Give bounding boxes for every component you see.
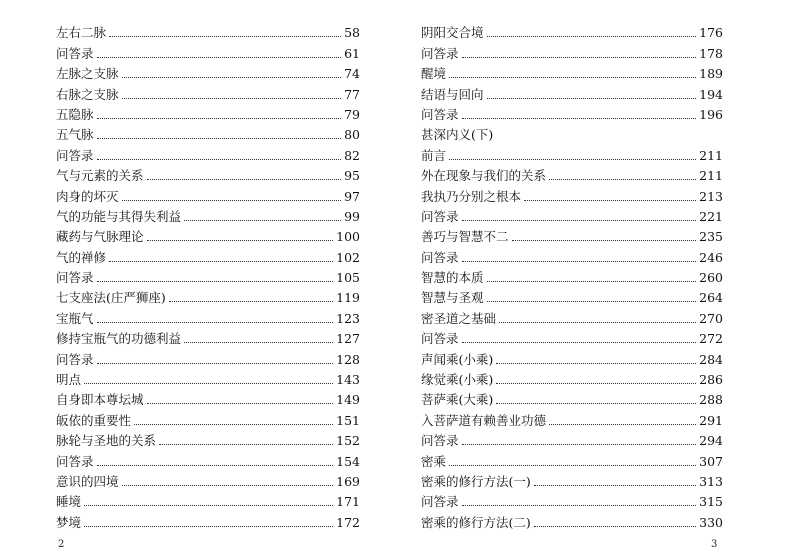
toc-entry-title: 密乘的修行方法(一) [421,473,531,489]
toc-entry [56,429,360,449]
toc-entry-page-number: 291 [699,412,723,428]
dot-leader [462,505,697,506]
toc-entry-page-number: 149 [336,392,360,408]
toc-entry-page-number: 196 [699,106,723,122]
toc-entry-page-number: 211 [699,168,723,184]
dot-leader [109,36,341,37]
toc-entry-title: 密圣道之基础 [421,310,497,326]
toc-entry-title: 醒境 [421,66,447,82]
toc-entry-title: 结语与回向 [421,86,484,102]
dot-leader [512,240,697,241]
dot-leader [122,200,341,201]
toc-entry-title: 右脉之支脉 [56,86,119,102]
toc-entry-page-number: 100 [336,229,360,245]
dot-leader [97,57,341,58]
toc-entry-title: 问答录 [421,106,459,122]
dot-leader [147,240,334,241]
toc-entry [56,510,360,530]
toc-left-column [56,21,360,531]
toc-entry [421,429,723,449]
toc-entry-title: 问答录 [56,147,94,163]
toc-entry-title: 自身即本尊坛城 [56,392,144,408]
toc-entry [421,21,723,41]
toc-entry-page-number: 80 [344,127,360,143]
dot-leader [487,301,697,302]
toc-entry-page-number: 272 [699,331,723,347]
toc-entry-page-number: 286 [699,372,723,388]
toc-entry [421,143,723,163]
dot-leader [97,138,341,139]
dot-leader [462,57,697,58]
toc-entry [56,449,360,469]
toc-entry [56,388,360,408]
toc-entry-title: 修持宝瓶气的功德利益 [56,331,182,347]
toc-entry-title: 问答录 [56,453,94,469]
toc-entry [56,205,360,225]
toc-entry [421,286,723,306]
toc-entry-title: 问答录 [421,208,459,224]
dot-leader [97,159,341,160]
toc-entry-page-number: 82 [344,147,360,163]
toc-entry-page-number: 178 [699,45,723,61]
toc-entry [421,449,723,469]
toc-entry-title: 左脉之支脉 [56,66,119,82]
toc-entry [421,510,723,530]
toc-entry [56,82,360,102]
toc-entry-page-number: 313 [699,473,723,489]
dot-leader [84,505,333,506]
toc-entry-page-number: 123 [336,310,360,326]
dot-leader [449,465,696,466]
toc-entry-page-number: 102 [336,249,360,265]
toc-entry-page-number: 79 [344,106,360,122]
toc-entry [56,21,360,41]
toc-entry-title: 问答录 [421,331,459,347]
dot-leader [549,179,696,180]
dot-leader [184,220,341,221]
dot-leader [122,485,334,486]
toc-entry-title: 七支座法(庄严狮座) [56,290,166,306]
toc-entry [421,408,723,428]
toc-entry [421,225,723,245]
toc-entry [56,143,360,163]
toc-entry-title: 善巧与智慧不二 [421,229,509,245]
toc-entry-page-number: 330 [699,514,723,530]
toc-entry [56,470,360,490]
toc-entry-title: 问答录 [56,270,94,286]
toc-entry-page-number: 58 [344,25,360,41]
toc-entry [421,266,723,286]
dot-leader [147,403,334,404]
toc-entry-page-number: 213 [699,188,723,204]
toc-entry-title: 智慧的本质 [421,270,484,286]
toc-entry-title: 意识的四境 [56,473,119,489]
toc-entry-title: 五隐脉 [56,106,94,122]
toc-entry [421,41,723,61]
toc-entry-title: 气的禅修 [56,249,107,265]
toc-entry-page-number: 119 [336,290,360,306]
toc-entry [421,82,723,102]
toc-entry [56,62,360,82]
dot-leader [97,465,334,466]
toc-entry [421,62,723,82]
toc-entry-title: 问答录 [421,45,459,61]
dot-leader [499,322,696,323]
dot-leader [549,424,696,425]
toc-entry [56,327,360,347]
toc-entry-title: 问答录 [421,433,459,449]
toc-entry [56,123,360,143]
toc-entry-page-number: 194 [699,86,723,102]
toc-entry-title: 入菩萨道有赖善业功德 [421,412,547,428]
toc-entry-page-number: 171 [336,494,360,510]
toc-entry-title: 宝瓶气 [56,310,94,326]
toc-entry [56,408,360,428]
dot-leader [84,526,333,527]
toc-entry-page-number: 246 [699,249,723,265]
toc-entry [421,388,723,408]
toc-entry-page-number: 95 [344,168,360,184]
toc-entry-title: 气与元素的关系 [56,168,144,184]
toc-entry-page-number: 128 [336,351,360,367]
toc-entry-page-number: 105 [336,270,360,286]
toc-entry-page-number: 294 [699,433,723,449]
toc-entry-page-number: 169 [336,473,360,489]
toc-entry-page-number: 284 [699,351,723,367]
toc-entry [421,347,723,367]
toc-entry-title: 梦境 [56,514,82,530]
toc-entry [56,490,360,510]
toc-entry [56,103,360,123]
dot-leader [534,485,696,486]
toc-entry-page-number: 189 [699,66,723,82]
dot-leader [487,36,697,37]
dot-leader [109,261,333,262]
toc-entry-title: 智慧与圣观 [421,290,484,306]
toc-entry-page-number: 151 [336,412,360,428]
toc-entry [56,41,360,61]
toc-entry-page-number: 288 [699,392,723,408]
toc-entry [421,103,723,123]
toc-entry-title: 五气脉 [56,127,94,143]
toc-right-column [421,21,723,531]
toc-entry-page-number: 260 [699,270,723,286]
toc-entry [56,245,360,265]
toc-entry-page-number: 143 [336,372,360,388]
dot-leader [97,281,334,282]
toc-entry-page-number: 152 [336,433,360,449]
toc-entry-title: 肉身的坏灭 [56,188,119,204]
toc-entry-title: 左右二脉 [56,25,107,41]
toc-entry-page-number: 61 [344,45,360,61]
toc-entry-page-number: 127 [336,331,360,347]
toc-entry [56,266,360,286]
toc-entry-title: 菩萨乘(大乘) [421,392,494,408]
dot-leader [534,526,696,527]
dot-leader [122,77,341,78]
toc-entry-title: 密乘 [421,453,447,469]
toc-entry-title: 明点 [56,372,82,388]
toc-entry-title: 问答录 [421,494,459,510]
toc-entry [56,164,360,184]
toc-entry [421,205,723,225]
toc-entry-title: 甚深内义(下) [421,127,494,143]
dot-leader [84,383,333,384]
toc-entry-title: 阴阳交合境 [421,25,484,41]
toc-entry-title: 脉轮与圣地的关系 [56,433,157,449]
dot-leader [462,118,697,119]
dot-leader [462,220,697,221]
dot-leader [169,301,333,302]
toc-entry-title: 缘觉乘(小乘) [421,372,494,388]
dot-leader [462,444,697,445]
toc-entry-page-number: 97 [344,188,360,204]
toc-entry-title: 皈依的重要性 [56,412,132,428]
dot-leader [97,322,334,323]
dot-leader [496,383,696,384]
dot-leader [487,98,697,99]
toc-entry [56,368,360,388]
toc-entry-title: 外在现象与我们的关系 [421,168,547,184]
toc-entry-page-number: 315 [699,494,723,510]
toc-entry-title: 气的功能与其得失利益 [56,208,182,224]
dot-leader [147,179,341,180]
toc-entry-title: 前言 [421,147,447,163]
toc-entry [56,347,360,367]
toc-entry [421,368,723,388]
toc-entry [56,184,360,204]
toc-entry-page-number: 77 [344,86,360,102]
dot-leader [159,444,333,445]
toc-entry-page-number: 307 [699,453,723,469]
toc-entry-title: 问答录 [421,249,459,265]
toc-entry-title: 睡境 [56,494,82,510]
toc-entry-page-number: 154 [336,453,360,469]
toc-entry [421,327,723,347]
toc-section-heading [421,123,723,143]
toc-entry-title: 密乘的修行方法(二) [421,514,531,530]
toc-entry [421,245,723,265]
page-number-right: 3 [711,539,718,550]
toc-entry [56,306,360,326]
toc-entry-title: 问答录 [56,45,94,61]
dot-leader [524,200,696,201]
toc-entry [421,470,723,490]
toc-entry-page-number: 270 [699,310,723,326]
dot-leader [462,261,697,262]
dot-leader [184,342,333,343]
dot-leader [487,281,697,282]
dot-leader [134,424,333,425]
dot-leader [97,363,334,364]
page-number-left: 2 [58,539,65,550]
toc-entry [56,286,360,306]
toc-entry-page-number: 235 [699,229,723,245]
dot-leader [449,77,696,78]
toc-entry [421,490,723,510]
toc-entry-page-number: 176 [699,25,723,41]
toc-entry [421,184,723,204]
toc-entry-title: 我执乃分别之根本 [421,188,522,204]
toc-entry-page-number: 221 [699,208,723,224]
dot-leader [496,363,696,364]
toc-entry-page-number: 99 [344,208,360,224]
dot-leader [462,342,697,343]
toc-entry [421,164,723,184]
toc-entry-page-number: 211 [699,147,723,163]
dot-leader [122,98,341,99]
dot-leader [97,118,341,119]
toc-entry-page-number: 264 [699,290,723,306]
toc-entry-page-number: 74 [344,66,360,82]
dot-leader [496,403,696,404]
toc-entry-title: 问答录 [56,351,94,367]
toc-entry-page-number: 172 [336,514,360,530]
toc-entry [421,306,723,326]
toc-entry-title: 藏药与气脉理论 [56,229,144,245]
toc-entry [56,225,360,245]
toc-entry-title: 声闻乘(小乘) [421,351,494,367]
dot-leader [449,159,696,160]
